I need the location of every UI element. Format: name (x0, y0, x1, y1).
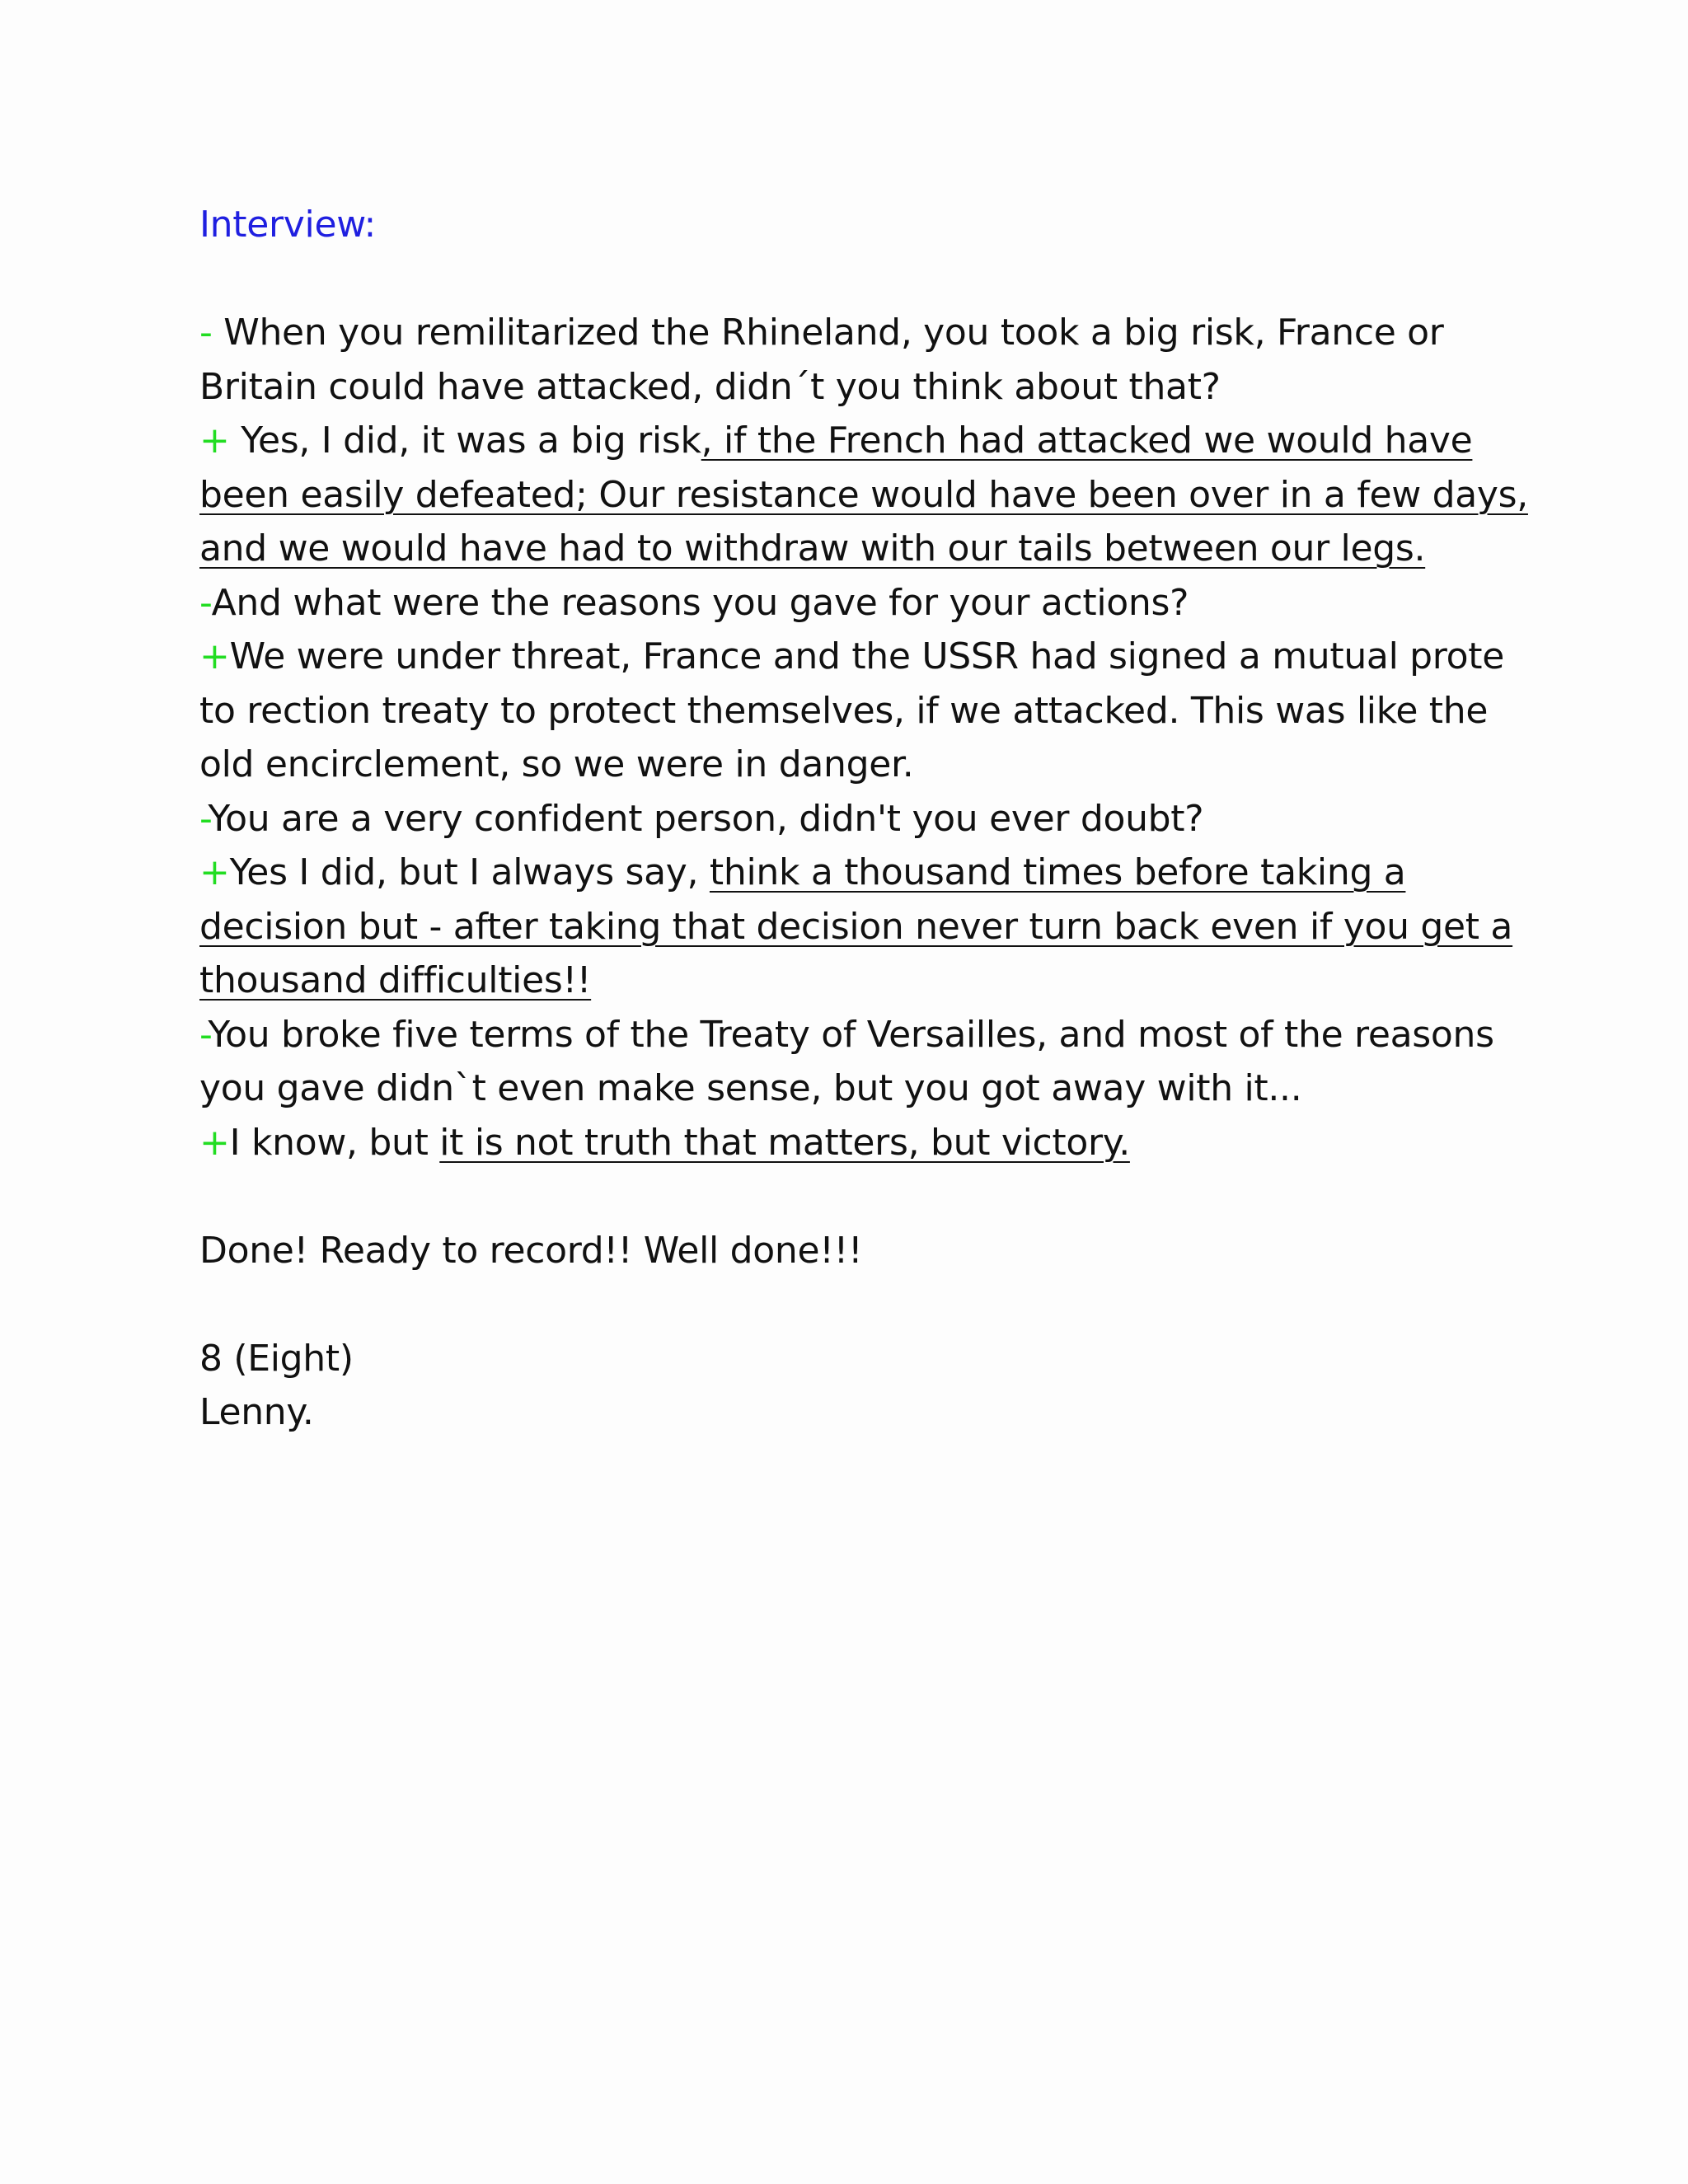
question-marker: - (199, 581, 212, 624)
question-marker: - (199, 1013, 209, 1056)
answer-marker: + (199, 851, 230, 893)
answer-marker: + (199, 1121, 230, 1164)
text-span: When you remilitarized the Rhineland, you took a big risk, France or Britain could have attacked, didn´t you think about that? (199, 312, 1444, 408)
underlined-text: it is not truth that matters, but victory. (439, 1121, 1130, 1164)
answer-marker: + (199, 419, 241, 462)
text-span: Yes, I did, it was a big risk (241, 419, 701, 462)
question-paragraph (199, 792, 1535, 846)
underlined-text: , if the French had attacked we would have been easily defeated; Our resistance would have been over in a few days, and we would have had to withdraw with our tails between our legs. (199, 419, 1528, 569)
blank-line (199, 1277, 1535, 1332)
blank-line (199, 252, 1535, 307)
question-paragraph (199, 576, 1535, 630)
question-paragraph (199, 306, 1535, 414)
question-paragraph (199, 1008, 1535, 1116)
answer-paragraph (199, 414, 1535, 576)
blank-line (199, 1169, 1535, 1224)
answer-paragraph (199, 846, 1535, 1008)
text-span: Yes I did, but I always say, (229, 851, 710, 893)
underlined-text: think a thousand times before taking a decision but - after taking that decision never turn back even if you get a thousand difficulties!! (199, 851, 1513, 1001)
text-span: And what were the reasons you gave for your actions? (211, 581, 1189, 624)
document-title: Interview: (199, 204, 377, 246)
text-span: You are a very confident person, didn't you ever doubt? (208, 797, 1204, 840)
document-body (199, 198, 1535, 1440)
question-marker: - (199, 797, 209, 840)
text-span: You broke five terms of the Treaty of Versailles, and most of the reasons you gave didn`t even make sense, but you got away with it... (199, 1013, 1494, 1109)
grade: 8 (Eight) (199, 1337, 354, 1380)
answer-paragraph (199, 1116, 1535, 1170)
signature: Lenny. (199, 1391, 314, 1433)
closing-remark: Done! Ready to record!! Well done!!! (199, 1229, 863, 1272)
question-marker: - (199, 312, 224, 354)
interview-exchanges (199, 306, 1535, 1169)
answer-marker: + (199, 635, 230, 677)
text-span: We were under threat, France and the USSR had signed a mutual prote to rection treaty to protect themselves, if we attacked. This was like the old encirclement, so we were in danger. (199, 635, 1504, 785)
answer-paragraph (199, 630, 1535, 792)
text-span: I know, but (229, 1121, 440, 1164)
